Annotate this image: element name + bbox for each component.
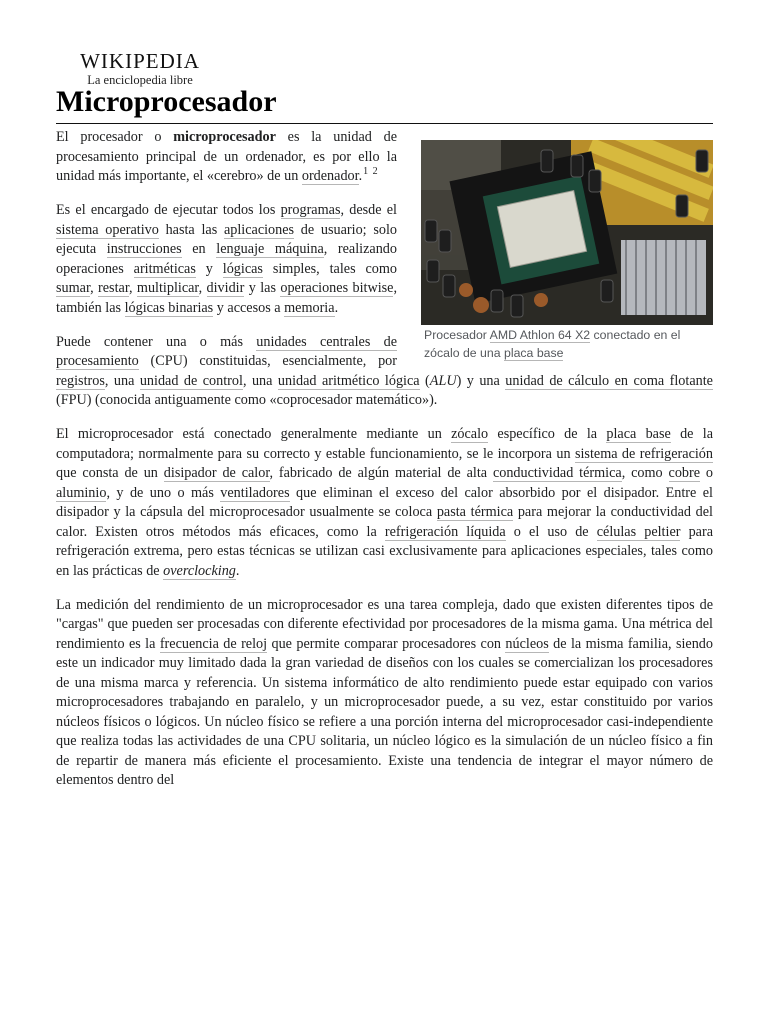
reference-2[interactable]: 2 bbox=[372, 166, 378, 177]
text-run bbox=[368, 168, 372, 184]
text-run: Es el encargado de ejecutar todos los bbox=[56, 202, 281, 218]
figure-caption bbox=[421, 327, 713, 362]
text-run: en bbox=[181, 241, 217, 257]
wikipedia-logo[interactable] bbox=[75, 50, 205, 87]
wikipedia-wordmark: WIKIPEDIA bbox=[80, 49, 200, 73]
link-dividir[interactable]: dividir bbox=[206, 280, 245, 296]
text-run: y las bbox=[244, 280, 281, 296]
text-run: , como bbox=[621, 465, 669, 481]
text-run: de usuario; solo ejecuta bbox=[56, 221, 397, 257]
link-ventiladores[interactable]: ventiladores bbox=[220, 484, 290, 501]
link-cobre[interactable]: cobre bbox=[668, 465, 701, 481]
link-conductividad-termica[interactable]: conductividad térmica bbox=[492, 465, 622, 481]
link-frecuencia-de-reloj[interactable]: frecuencia de reloj bbox=[159, 635, 268, 652]
paragraph-cooling bbox=[56, 425, 713, 581]
link-ordenador[interactable]: ordenador bbox=[301, 168, 359, 184]
text-run: , bbox=[90, 280, 99, 296]
text-run: que permite comparar procesadores con bbox=[267, 635, 506, 652]
text-run: , una bbox=[104, 372, 140, 389]
text-run: o bbox=[700, 465, 714, 481]
text-run: . bbox=[358, 168, 363, 184]
link-nucleos[interactable]: núcleos bbox=[505, 635, 549, 652]
link-refrigeracion-liquida[interactable]: refrigeración líquida bbox=[384, 523, 506, 540]
link-celulas-peltier[interactable]: células peltier bbox=[596, 523, 681, 540]
wikipedia-tagline: La enciclopedia libre bbox=[87, 73, 193, 87]
link-aluminio[interactable]: aluminio bbox=[56, 484, 107, 501]
link-lenguaje-maquina[interactable]: lenguaje máquina bbox=[216, 241, 324, 257]
text-run: es la unidad de procesamiento principal de un ordenador, es por ello la unidad más importante, el «cerebro» de un bbox=[56, 129, 397, 184]
text-run: conectado en el zócalo de una bbox=[424, 328, 681, 360]
article-content bbox=[56, 128, 713, 805]
text-run: de la misma familia, siendo este un indicador muy limitado dada la gran variedad de diseños con los cuales se comercializan los procesadores de una misma marca y referencia. Un sistema informático de alto rendimiento puede estar equipado con varios microprocesadores trabajando en paralelo, y un microprocesador puede, a su vez, estar constituido por varios núcleos físicos o lógicos. Un núcleo físico se refiere a una porción interna del microprocesador casi-independiente que realiza todas las actividades de una CPU solitaria, un núcleo lógico es la simulación de un núcleo físico a fin de repartir de manera más eficiente el procesamiento. Existe una tendencia de integrar el mayor número de elementos dentro del bbox=[56, 635, 713, 788]
link-memoria[interactable]: memoria bbox=[284, 299, 335, 316]
link-operaciones-bitwise[interactable]: operaciones bitwise bbox=[280, 280, 394, 296]
text-run: para mejorar la conductividad del calor. Existen otros métodos más eficaces, como la bbox=[56, 504, 713, 540]
text-run: El procesador o bbox=[56, 129, 174, 145]
text-run: , bbox=[198, 280, 207, 296]
text-run: de la computadora; normalmente para su correcto y estable funcionamiento, se le incorpora un bbox=[56, 426, 713, 462]
link-sumar[interactable]: sumar bbox=[56, 280, 91, 296]
link-multiplicar[interactable]: multiplicar bbox=[136, 280, 199, 296]
link-sistema-operativo[interactable]: sistema operativo bbox=[56, 221, 159, 238]
text-run: . bbox=[334, 299, 339, 316]
article-figure bbox=[421, 140, 713, 362]
text-run: , realizando operaciones bbox=[56, 241, 397, 277]
text-run: , y de uno o más bbox=[106, 484, 221, 501]
processor-image[interactable] bbox=[421, 140, 713, 325]
text-run: , desde el bbox=[340, 202, 397, 218]
text-run: Procesador bbox=[424, 328, 490, 342]
link-aritmeticas[interactable]: aritméticas bbox=[133, 260, 196, 277]
link-restar[interactable]: restar bbox=[98, 280, 129, 296]
text-run: La medición del rendimiento de un microprocesador es una tarea compleja, dado que existen diferentes tipos de "cargas" que pueden ser procesadas con diferente efectividad por procesadores de la misma gama. Una métrica del rendimiento es la bbox=[56, 596, 713, 652]
link-placa-base[interactable]: placa base bbox=[504, 345, 564, 360]
text-run: ) y una bbox=[456, 372, 506, 389]
link-disipador-de-calor[interactable]: disipador de calor bbox=[163, 465, 270, 481]
bold-term: microprocesador bbox=[173, 129, 276, 145]
reference-1[interactable]: 1 bbox=[363, 166, 369, 177]
text-run: hasta las bbox=[158, 221, 224, 238]
text-run: . bbox=[235, 562, 240, 579]
text-run: , fabricado de algún material de alta bbox=[269, 465, 493, 481]
text-run: , una bbox=[242, 372, 278, 389]
text-run: , bbox=[128, 280, 137, 296]
link-overclocking[interactable]: overclocking bbox=[163, 562, 236, 579]
link-unidad-aritmetico-logica[interactable]: unidad aritmético lógica bbox=[277, 372, 420, 389]
link-placa-base[interactable]: placa base bbox=[606, 426, 671, 442]
text-run: específico de la bbox=[488, 426, 607, 442]
link-pasta-termica[interactable]: pasta térmica bbox=[436, 504, 514, 520]
link-sistema-de-refrigeracion[interactable]: sistema de refrigeración bbox=[574, 445, 713, 462]
text-run: y accesos a bbox=[213, 299, 285, 316]
link-amd-athlon-64-x2[interactable]: AMD Athlon 64 X2 bbox=[489, 328, 591, 342]
page-title: Microprocesador bbox=[56, 85, 277, 118]
text-run: que eliminan el exceso del calor absorbido por el disipador. Entre el disipador y la cápsula del microprocesador usualmente se coloca bbox=[56, 484, 713, 520]
link-unidad-de-control[interactable]: unidad de control bbox=[139, 372, 243, 389]
text-run: El microprocesador está conectado generalmente mediante un bbox=[56, 426, 452, 442]
link-unidades-centrales-de-procesamiento[interactable]: unidades centrales de procesamiento bbox=[56, 333, 398, 369]
link-aplicaciones[interactable]: aplicaciones bbox=[223, 221, 295, 238]
paragraph-performance bbox=[56, 596, 713, 791]
text-run: (CPU) constituidas, esencialmente, por bbox=[138, 353, 397, 369]
title-divider bbox=[56, 123, 713, 124]
link-instrucciones[interactable]: instrucciones bbox=[106, 241, 182, 257]
link-unidad-de-calculo-en-coma-flotante[interactable]: unidad de cálculo en coma flotante bbox=[505, 372, 713, 389]
text-run: o el uso de bbox=[505, 523, 597, 540]
italic-term: ALU bbox=[429, 372, 457, 389]
text-run: ( bbox=[419, 372, 430, 389]
link-zocalo[interactable]: zócalo bbox=[451, 426, 489, 442]
link-logicas[interactable]: lógicas bbox=[222, 260, 263, 277]
text-run: (FPU) (conocida antiguamente como «coprocesador matemático»). bbox=[56, 392, 438, 408]
text-run: para refrigeración extrema, pero estas técnicas se utilizan casi exclusivamente para aplicaciones especiales, tales como en las prácticas de bbox=[56, 523, 713, 579]
link-programas[interactable]: programas bbox=[280, 202, 341, 218]
text-run: , también las bbox=[56, 280, 397, 316]
text-run: Puede contener una o más bbox=[56, 333, 257, 350]
text-run: y bbox=[195, 260, 223, 277]
link-logicas-binarias[interactable]: lógicas binarias bbox=[124, 299, 214, 316]
link-registros[interactable]: registros bbox=[56, 372, 105, 389]
text-run: que consta de un bbox=[56, 465, 164, 481]
text-run: simples, tales como bbox=[262, 260, 397, 277]
